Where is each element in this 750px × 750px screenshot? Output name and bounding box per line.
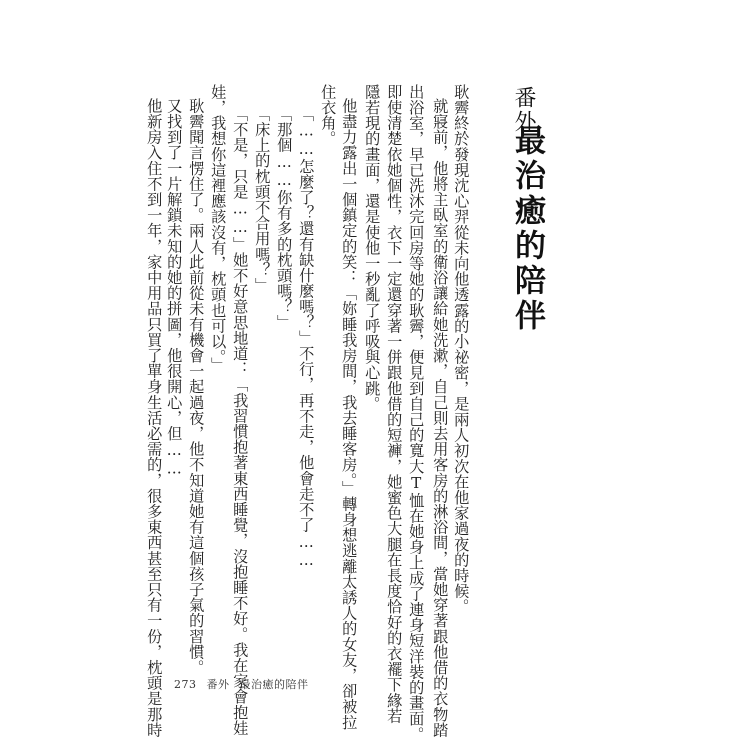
text-column: 耿霽聞言愣住了。兩人此前從未有機會一起過夜，他不知道她有這個孩子氣的習慣。 bbox=[187, 98, 206, 676]
page-number: 273 bbox=[174, 678, 197, 691]
text-column: 出浴室，早已洗沐完回房等她的耿霽，便見到自己的寬大T恤在她身上成了連身短洋裝的畫面。 bbox=[407, 84, 426, 742]
text-column: 隱若現的畫面，還是使他一秒亂了呼吸與心跳。 bbox=[363, 84, 382, 412]
text-column: 「不是，只是……」她不好意思地道：「我習慣抱著東西睡覺，沒抱睡不好。我在家會抱娃 bbox=[231, 106, 250, 736]
text-column: 又找到了一片解鎖未知的她的拼圖，他很開心，但…… bbox=[165, 98, 184, 478]
text-column: 即使清楚依她個性，衣下一定還穿著一併跟他借的短褲，她蜜色大腿在長度恰好的衣襬下緣若 bbox=[385, 84, 404, 724]
footer-title: 最治癒的陪伴 bbox=[239, 678, 309, 691]
page-footer bbox=[174, 676, 315, 692]
text-column: 他盡力露出一個鎮定的笑：「妳睡我房間，我去睡客房。」轉身想逃離太誘人的女友，卻被拉 bbox=[340, 98, 359, 730]
text-column: 就寢前，他將主臥室的衛浴讓給她洗漱，自己則去用客房的淋浴間，當她穿著跟他借的衣物踏 bbox=[431, 98, 450, 738]
text-column: 耿霽終於發現沈心羿從未向他透露的小祕密，是兩人初次在他家過夜的時候。 bbox=[452, 84, 471, 615]
text-column: 娃，我想你這裡應該沒有，枕頭也可以。」 bbox=[209, 84, 228, 373]
footer-section: 番外 bbox=[206, 678, 230, 691]
text-column: 「那個……你有多的枕頭嗎？」 bbox=[275, 106, 294, 330]
text-column: 他新房入住不到一年，家中用品只買了單身生活必需的，很多東西甚至只有一份，枕頭是那時 bbox=[145, 98, 164, 738]
chapter-title: 最治癒的陪伴 bbox=[509, 124, 545, 334]
chapter-label: 番外 bbox=[511, 86, 536, 134]
text-column: 「……怎麼了？還有缺什麼嗎？」不行，再不走，他會走不了…… bbox=[297, 106, 316, 570]
text-column: 住衣角。 bbox=[319, 84, 338, 147]
text-column: 「床上的枕頭不合用嗎？」 bbox=[253, 106, 272, 294]
